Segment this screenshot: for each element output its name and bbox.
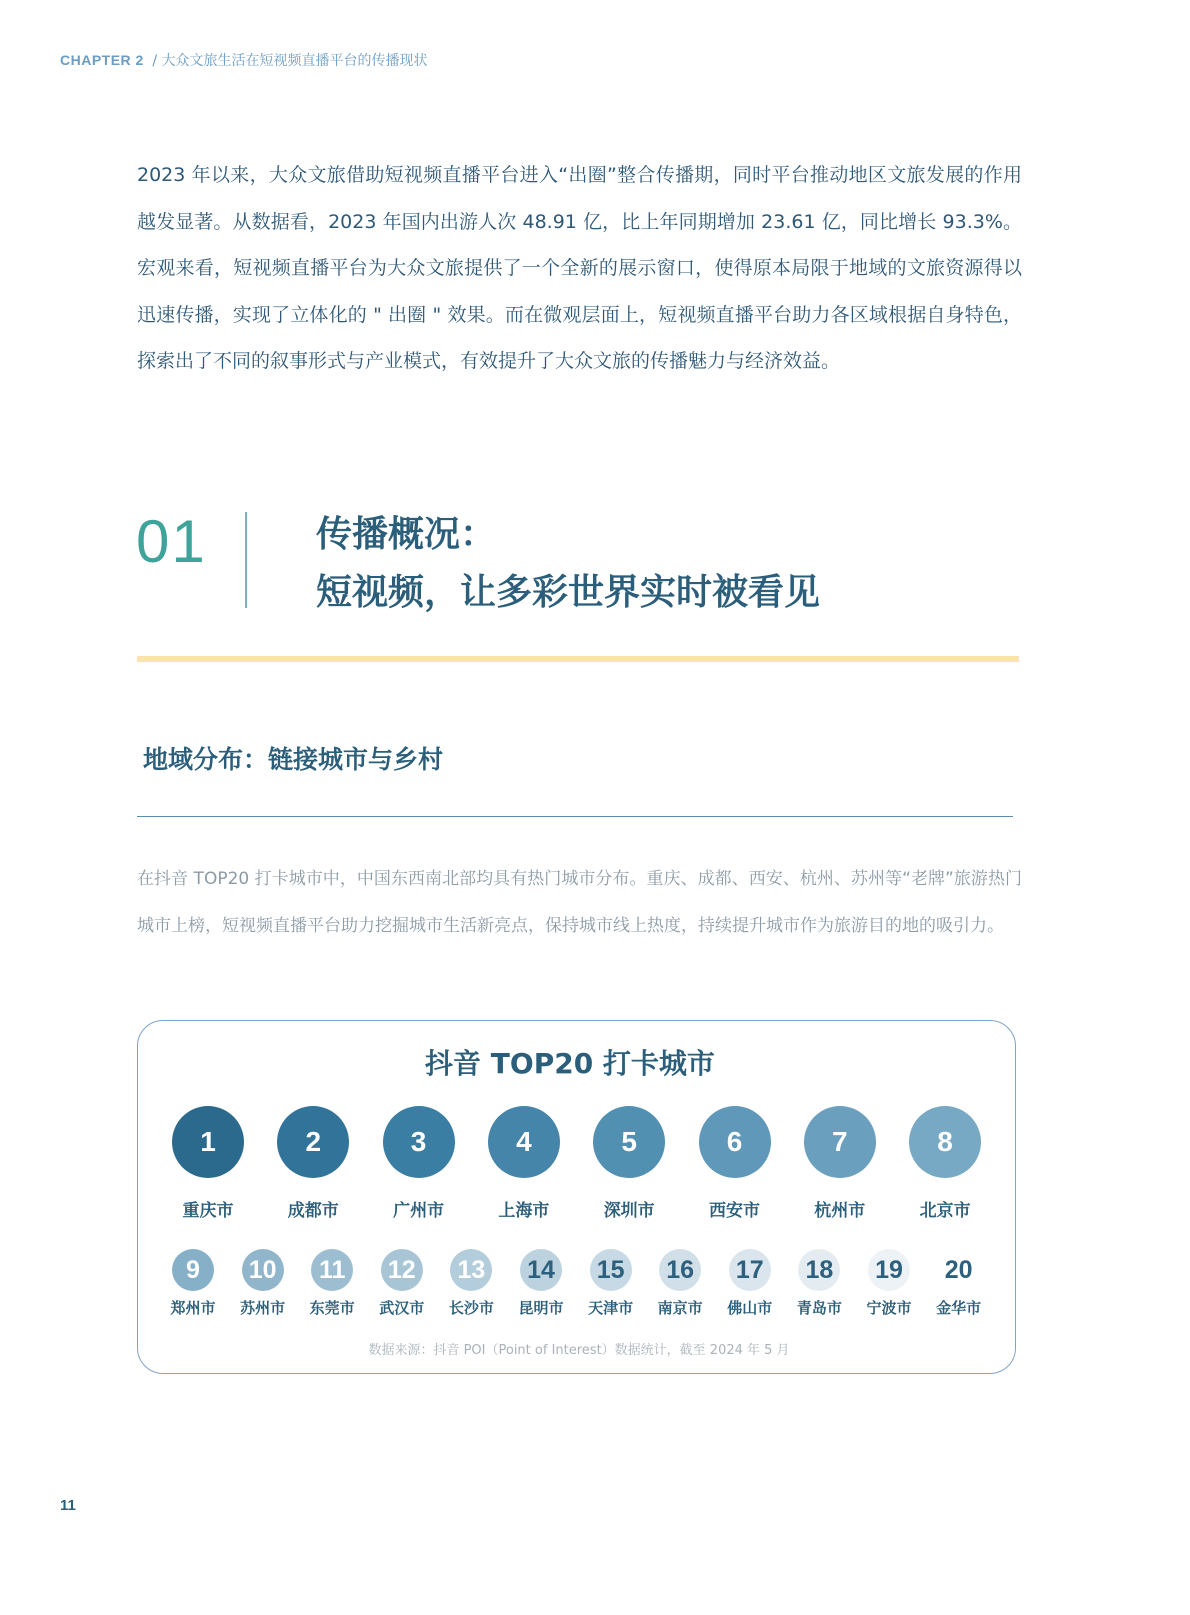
rank-circle: 2 xyxy=(277,1106,349,1178)
rank-city-label: 青岛市 xyxy=(796,1299,842,1317)
chapter-label: CHAPTER 2 xyxy=(60,52,144,68)
rank-city-label: 南京市 xyxy=(657,1299,703,1317)
rank-circle: 15 xyxy=(590,1249,632,1291)
subsection-paragraph: 在抖音 TOP20 打卡城市中，中国东西南北部均具有热门城市分布。重庆、成都、西安、杭州、苏州等“老牌”旅游热门城市上榜，短视频直播平台助力挖掘城市生活新亮点，保持城市线上热度，持续提升城市作为旅游目的地的吸引力。 xyxy=(137,869,1022,936)
chapter-header xyxy=(60,50,427,70)
rank-circle: 16 xyxy=(659,1249,701,1291)
rank-city-label: 昆明市 xyxy=(518,1299,564,1317)
rank-circle: 9 xyxy=(172,1249,214,1291)
rank-circle: 18 xyxy=(798,1249,840,1291)
section-divider xyxy=(245,512,247,608)
rank-circle: 10 xyxy=(242,1249,284,1291)
rank-city-label: 东莞市 xyxy=(309,1299,355,1317)
section-title-line2: 短视频，让多彩世界实时被看见 xyxy=(316,572,821,613)
subsection-rule xyxy=(137,816,1013,817)
intro-paragraph: 2023 年以来，大众文旅借助短视频直播平台进入“出圈”整合传播期，同时平台推动地区文旅发展的作用越发显著。从数据看，2023 年国内出游人次 48.91 亿，比上年同期增加 23.61 亿，同比增长 93.3%。宏观来看，短视频直播平台为大众文旅提供了一个全新的展示窗口，使得原本局限于地域的文旅资源得以迅速传播，实现了立体化的 " 出圈 " 效果。而在微观层面上，短视频直播平台助力各区域根据自身特色，探索出了不同的叙事形式与产业模式，有效提升了大众文旅的传播魅力与经济效益。 xyxy=(137,164,1022,372)
rank-city-label: 北京市 xyxy=(919,1201,971,1221)
rank-circle: 6 xyxy=(699,1106,771,1178)
rank-city-label: 深圳市 xyxy=(603,1201,655,1221)
section-title-line1: 传播概况： xyxy=(316,514,497,555)
rank-city-label: 宁波市 xyxy=(866,1299,912,1317)
data-source-note: 数据来源：抖音 POI（Point of Interest）数据统计，截至 2024 年 5 月 xyxy=(368,1343,790,1358)
rank-city-label: 天津市 xyxy=(588,1299,634,1317)
rank-circle: 8 xyxy=(909,1106,981,1178)
section-underline xyxy=(137,656,1019,662)
rank-circle: 11 xyxy=(311,1249,353,1291)
rank-city-label: 杭州市 xyxy=(814,1201,866,1221)
rank-circle: 19 xyxy=(868,1249,910,1291)
rank-city-label: 西安市 xyxy=(709,1201,760,1221)
rank-circle: 4 xyxy=(488,1106,560,1178)
chapter-subtitle: / 大众文旅生活在短视频直播平台的传播现状 xyxy=(152,53,428,69)
rank-circle: 5 xyxy=(593,1106,665,1178)
rank-circle: 20 xyxy=(938,1249,980,1291)
rank-city-label: 郑州市 xyxy=(170,1299,216,1317)
rank-city-label: 金华市 xyxy=(936,1299,982,1317)
subsection-heading: 地域分布：链接城市与乡村 xyxy=(143,745,444,774)
section-number: 01 xyxy=(136,508,207,575)
rank-city-label: 成都市 xyxy=(287,1201,339,1221)
rank-city-label: 广州市 xyxy=(393,1201,445,1221)
card-title: 抖音 TOP20 打卡城市 xyxy=(425,1047,715,1080)
rank-circle: 7 xyxy=(804,1106,876,1178)
rank-city-label: 重庆市 xyxy=(182,1201,234,1221)
rank-circle: 3 xyxy=(383,1106,455,1178)
section-title xyxy=(316,506,820,622)
rank-city-label: 佛山市 xyxy=(727,1299,773,1317)
rank-circle: 17 xyxy=(729,1249,771,1291)
rank-circle: 13 xyxy=(450,1249,492,1291)
rank-city-label: 苏州市 xyxy=(240,1299,286,1317)
rank-circle: 12 xyxy=(381,1249,423,1291)
rank-circle: 1 xyxy=(172,1106,244,1178)
page-number: 11 xyxy=(60,1497,76,1514)
rank-city-label: 上海市 xyxy=(498,1201,550,1221)
rank-city-label: 武汉市 xyxy=(379,1299,425,1317)
rank-city-label: 长沙市 xyxy=(448,1299,494,1317)
rank-circle: 14 xyxy=(520,1249,562,1291)
